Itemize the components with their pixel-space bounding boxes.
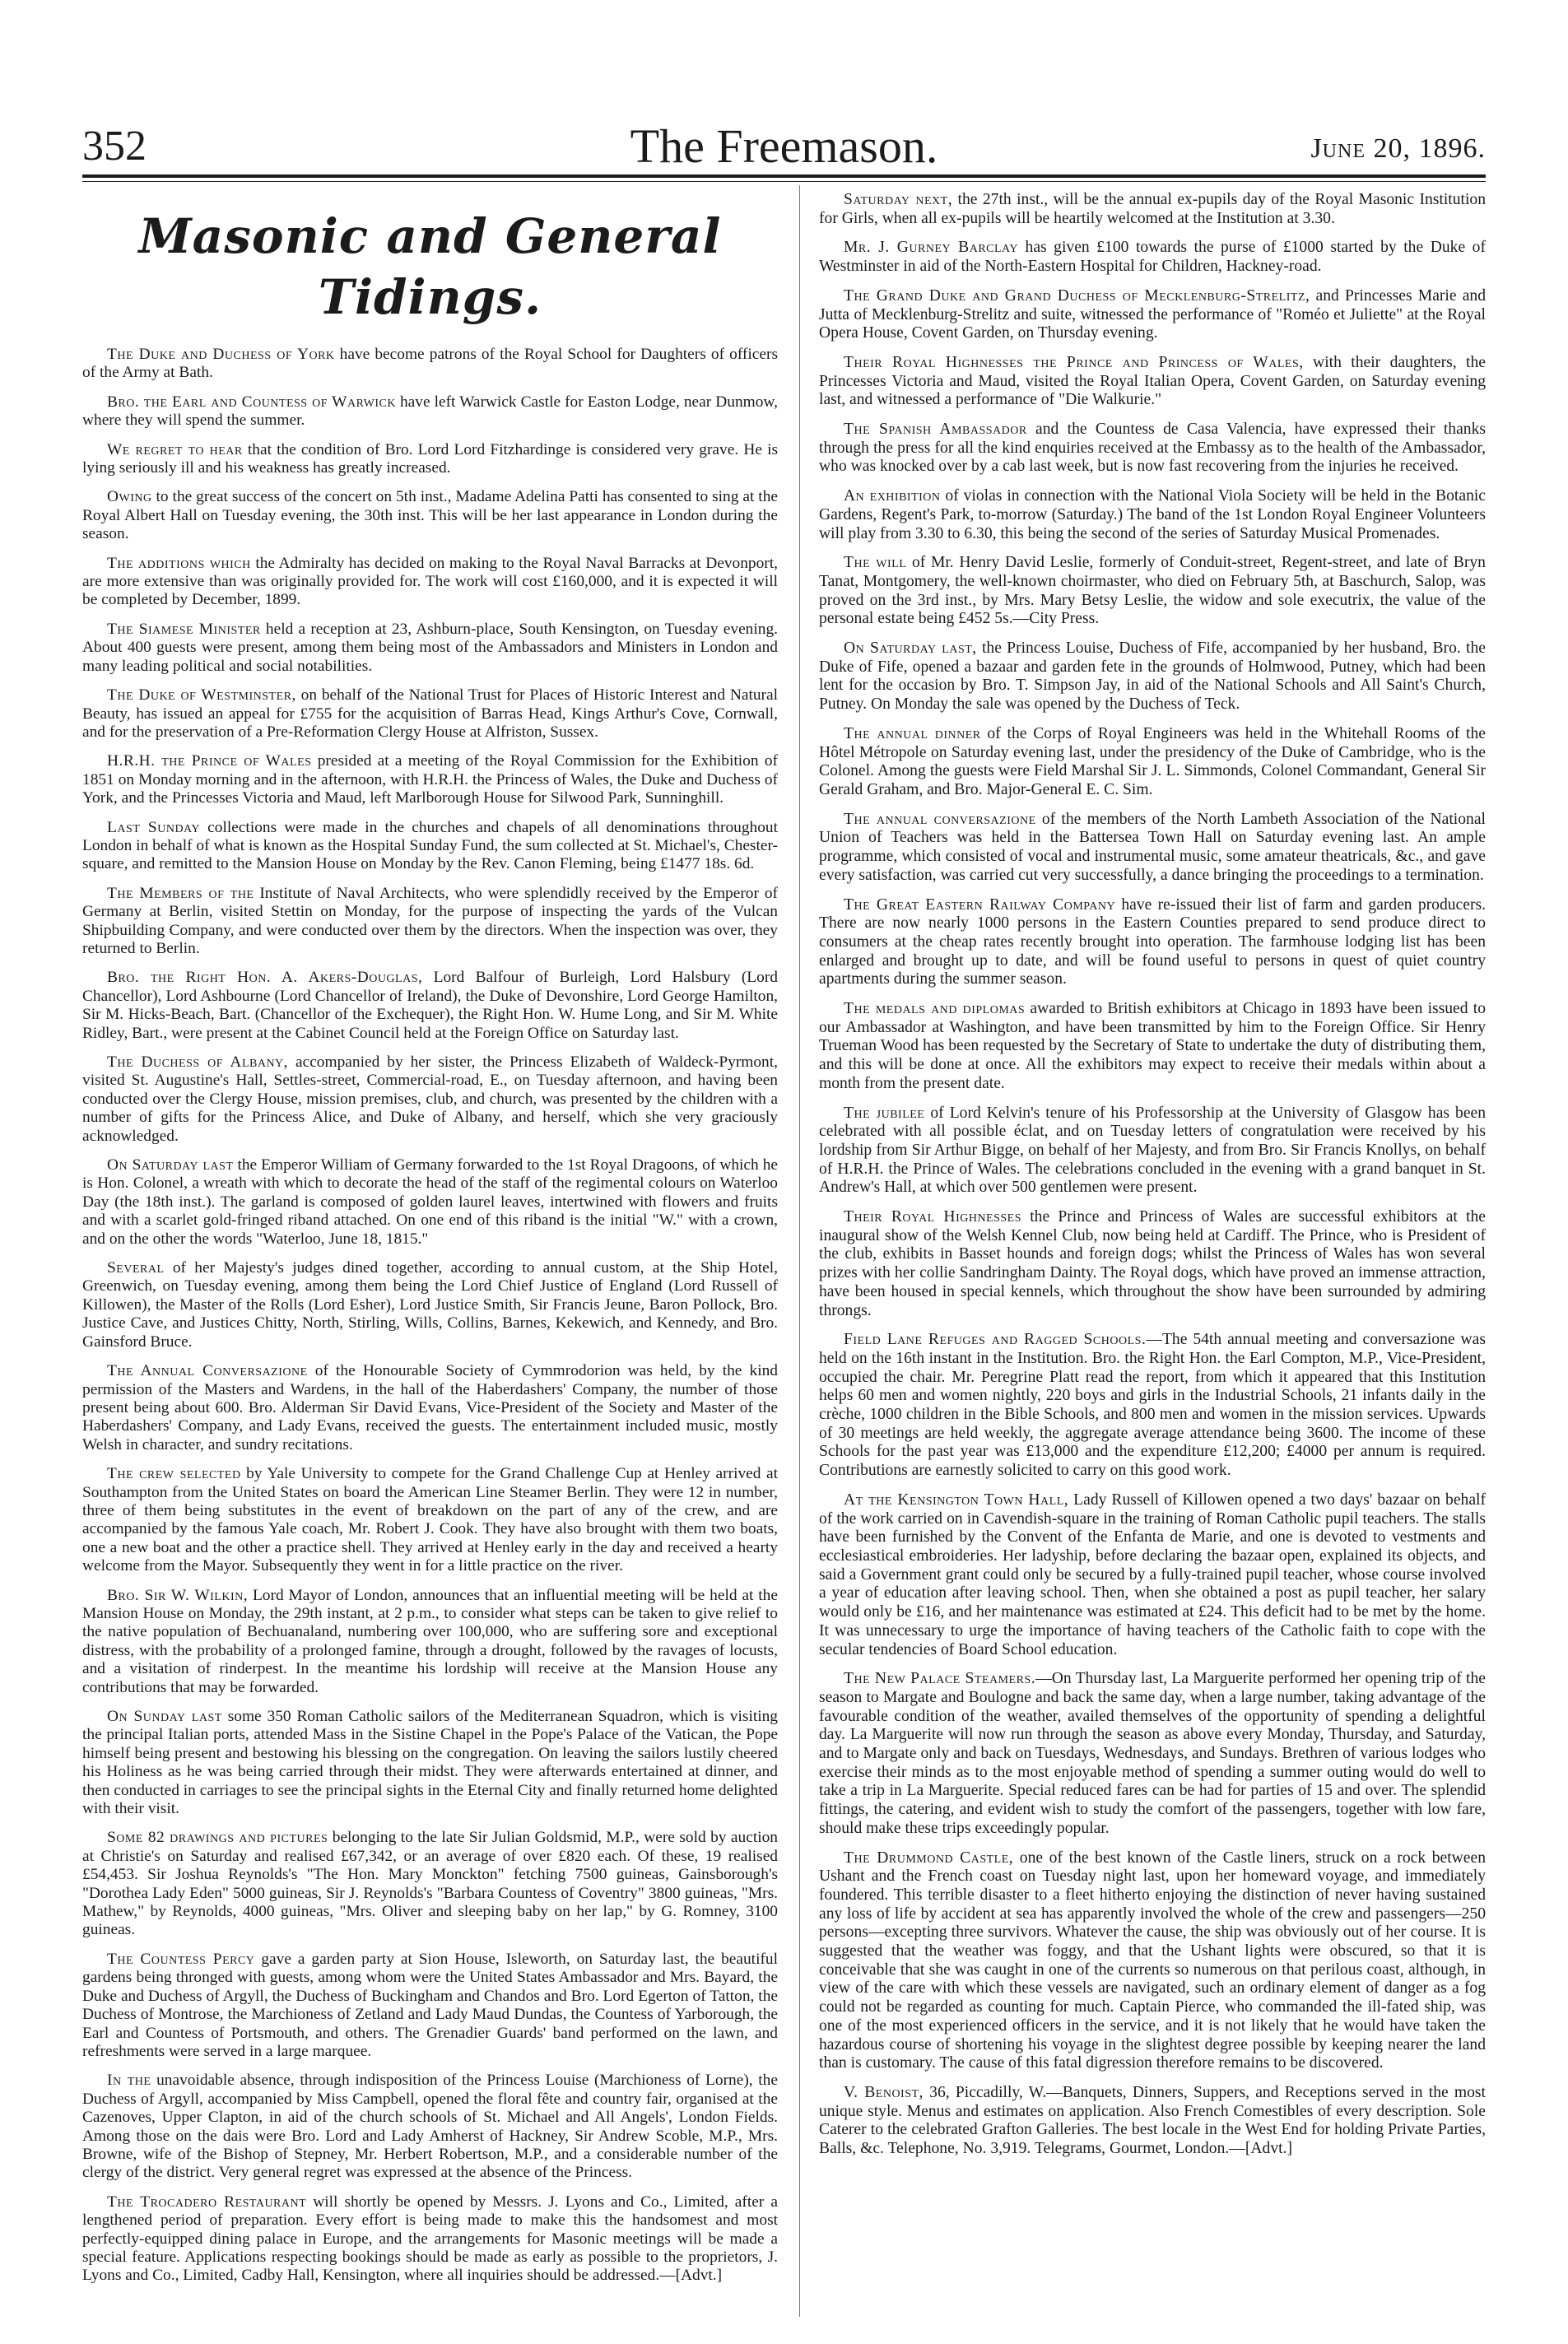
article-paragraph (82, 1053, 778, 1146)
paragraph-text: the Prince and Princess of Wales are successful exhibitors at the inaugural show of the Welsh Kennel Club, now being held at Cardiff. The Prince, who is President of the club, exhibits in Basset hounds and foreign dogs; whilst the Princess of Wales has won several prizes with her collie Sandringham Dainty. The Royal dogs, which have proved an immense attraction, have been housed in special kennels, which throughout the show have been surrounded by admiring throngs. (819, 1208, 1486, 1319)
article-paragraph (819, 239, 1486, 276)
paragraph-text: of violas in connection with the National Viola Society will be held in the Botanic Gardens, Regent's Park, to-morrow (Saturday.) The band of the 1st London Royal Engineer Volunteers will play from 3.30 to 6.30, this being the second of the series of Saturday Musical Promenades. (819, 487, 1487, 542)
paragraph-text: —The 54th annual meeting and conversazione was held on the 16th instant in the Institution. Bro. the Right Hon. the Earl Compton, M.P., Vice-President, occupied the chair. Mr. Peregrine Platt read the report, from which it appeared that this Institution helps 60 men and women nightly, 220 boys and girls in the Industrial Schools, 21 infants daily in the crèche, 1000 children in the Bible Schools, and 800 men and women in the mission services. Upwards of 30 meetings are held weekly, the aggregate average attendance being 3600. The income of these Schools for the past year was £13,000 and the expenditure £12,200; £4000 per annum is required. Contributions are earnestly solicited to carry on this good work. (819, 1331, 1486, 1480)
paragraph-lead: The Drummond Castle, (844, 1849, 1014, 1867)
paragraph-text: held a reception at 23, Ashburn-place, South Kensington, on Tuesday evening. About 400 guests were present, among them being most of the Ambassadors and Ministers in London and many leading political and social notabilities. (82, 620, 779, 675)
paragraph-lead: Bro. Sir W. Wilkin, (107, 1586, 249, 1604)
paragraph-text: with their daughters, the Princesses Victoria and Maud, visited the Royal Italian Opera, Covent Garden, on Saturday evening last, and witnessed a performance of "Die Walkurie." (819, 353, 1486, 409)
paragraph-text: presided at a meeting of the Royal Commission for the Exhibition of 1851 on Monday morning and in the afternoon, with H.R.H. the Princess of Wales, the Duke and Duchess of York, and the Princesses Victoria and Maud, left Marlborough House for Silwood Park, Sunninghill. (82, 752, 778, 807)
right-column (819, 191, 1486, 2170)
paragraph-lead: The Annual Conversazione (107, 1362, 308, 1380)
article-paragraph (82, 346, 778, 383)
paragraph-lead: The will (844, 554, 907, 572)
article-paragraph (819, 811, 1486, 886)
paragraph-text: Lord Mayor of London, announces that an influential meeting will be held at the Mansion House on Monday, the 29th instant, at 2 p.m., to consider what steps can be taken to give relief to the native population of Bechuanaland, numbering over 100,000, who are suffering sore and exceptional distress, with the probability of a prolonged famine, through a drought, followed by the ravages of locusts, and a visitation of rinderpest. In the meantime his lordship will receive at the Mansion House any contributions that may be forwarded. (82, 1586, 778, 1696)
article-paragraph (82, 2193, 778, 2286)
paragraph-text: have become patrons of the Royal School for Daughters of officers of the Army at Bath. (82, 346, 778, 382)
paragraph-text: some 350 Roman Catholic sailors of the Mediterranean Squadron, which is visiting the principal Italian ports, attended Mass in the Sistine Chapel in the Pope's Palace of the Vatican, the Pope himself being present and bestowing his blessing on the congregation. On leaving the sailors lustily cheered his Holiness as he was being carried through their midst. They were afterwards entertained at dinner, and then conducted in carriages to see the principal sights in the Eternal City and finally returned home delighted with their visit. (82, 1708, 778, 1818)
article-paragraph (82, 621, 778, 676)
paragraph-text: on behalf of the National Trust for Places of Historic Interest and Natural Beauty, has issued an appeal for £755 for the acquisition of Barras Head, Kings Arthur's Cove, Cornwall, and for the preservation of a Pre-Reformation Clergy House at Alfriston, Sussex. (82, 686, 779, 741)
article-paragraph (819, 1208, 1486, 1320)
paragraph-text: the Princess Louise, Duchess of Fife, accompanied by her husband, Bro. the Duke of Fife, opened a bazaar and garden fete in the grounds of Holmwood, Putney, which had been lent for the occasion by Bro. T. Simpson Jay, in aid of the National Schools and All Saint's Church, Putney. On Monday the sale was opened by the Duchess of Teck. (819, 639, 1486, 714)
paragraph-lead: The annual dinner (844, 724, 981, 742)
paragraph-lead: The Trocadero Restaurant (107, 2193, 307, 2211)
article-paragraph (819, 1105, 1486, 1198)
article-paragraph (819, 1670, 1486, 1838)
article-paragraph (82, 686, 778, 742)
paragraph-lead: The Siamese Minister (107, 620, 261, 638)
article-paragraph (82, 1829, 778, 1939)
paragraph-text: Lord Balfour of Burleigh, Lord Halsbury (Lord Chancellor), Lord Ashbourne (Lord Chancellor of Ireland), the Duke of Devonshire, Lord George Hamilton, Sir M. Hicks-Beach, Bart. (Chancellor of the Exchequer), the Right Hon. W. Hume Long, and Sir M. White Ridley, Bart., were present at the Cabinet Council held at the Foreign Office on Saturday last. (82, 969, 778, 1042)
article-paragraph (82, 752, 778, 807)
left-article-list (82, 346, 778, 2286)
paragraph-text: will shortly be opened by Messrs. J. Lyons and Co., Limited, after a lengthened period of preparation. Every effort is being made to make this the handsomest and most perfectly-equipped dining palace in Europe, and the arrangements for Masonic meetings will be made a special feature. Applications respecting bookings should be made as early as possible to the proprietors, J. Lyons and Co., Limited, Cadby Hall, Kensington, where all inquiries should be addressed.—[Advt.] (82, 2193, 778, 2285)
article-paragraph (819, 639, 1486, 714)
paragraph-lead: Owing (107, 488, 152, 506)
paragraph-lead: We regret to hear (107, 440, 243, 458)
paragraph-lead: The Members of the (107, 884, 254, 902)
paragraph-text: and Princesses Marie and Jutta of Mecklenburg-Strelitz and suite, witnessed the performance of "Roméo et Juliette" at the Royal Opera House, Covent Garden, on Thursday evening. (819, 286, 1486, 342)
article-paragraph (82, 393, 778, 430)
article-paragraph (82, 1951, 778, 2061)
paragraph-lead: The Duchess of Albany, (107, 1053, 289, 1071)
article-paragraph (82, 441, 778, 478)
paragraph-text: Lady Russell of Killowen opened a two days' bazaar on behalf of the work carried on in Cavendish-square in the training of Roman Catholic pupil teachers. The stalls have been furnished by the Convent of the Enfanta de Marie, and one is devoted to vestments and ecclesiastical embroideries. Her ladyship, before declaring the bazaar open, explained its objects, and said a Government grant could only be secured by a fully-trained pupil teacher, whose course involved a year of education after leaving school. Then, when she obtained a post as pupil teacher, her salary would only be £16, and her maintenance was estimated at £24. This deficit had to be met by the home. It was unnecessary to urge the importance of having teachers of the Catholic faith to cope with the secular tendencies of Board School education. (819, 1491, 1486, 1658)
paragraph-lead: The annual conversazione (844, 810, 1036, 828)
issue-date: June 20, 1896. (1310, 133, 1486, 164)
article-paragraph (819, 191, 1486, 228)
paragraph-lead: Last Sunday (107, 818, 200, 836)
article-paragraph (819, 354, 1486, 410)
paragraph-lead: In the (107, 2072, 151, 2090)
paragraph-text: Institute of Naval Architects, who were splendidly received by the Emperor of Germany at Berlin, visited Stettin on Monday, for the purpose of inspecting the yards of the Vulcan Shipbuilding Company, and were conducted over them by the directors. When the inspection was over, they returned to Berlin. (82, 884, 778, 957)
paragraph-lead: Some 82 drawings and pictures (107, 1829, 328, 1847)
paragraph-text: collections were made in the churches and chapels of all denominations throughout London in behalf of what is known as the Hospital Sunday Fund, the sum collected at St. Michael's, Chester-square, and remitted to the Mansion House on Monday by the Rev. Canon Fleming, being £1477 18s. 6d. (82, 818, 779, 873)
paragraph-lead: Saturday next, (844, 191, 953, 208)
paragraph-lead: The crew selected (107, 1465, 241, 1483)
article-paragraph (82, 819, 778, 874)
paragraph-lead: The New Palace Steamers. (844, 1670, 1036, 1688)
paragraph-lead: H.R.H. the Prince of Wales (107, 752, 312, 770)
article-paragraph (82, 969, 778, 1043)
article-paragraph (82, 1465, 778, 1575)
paragraph-text: gave a garden party at Sion House, Isleworth, on Saturday last, the beautiful gardens being thronged with guests, among whom were the United States Ambassador and Mrs. Bayard, the Duke and Duchess of Argyll, the Duchess of Buckingham and Chandos and Bro. Lord Egerton of Tatton, the Duchess of Montrose, the Marchioness of Zetland and Lady Maud Dundas, the Countess of Yarborough, the Earl and Countess of Portsmouth, and others. The Grenadier Guards' band performed on the lawn, and refreshments were served in a large marquee. (82, 1950, 778, 2060)
article-paragraph (819, 1849, 1486, 2073)
article-paragraph (819, 896, 1486, 990)
article-paragraph (82, 488, 778, 543)
paragraph-lead: On Sunday last (107, 1708, 222, 1725)
masthead (82, 119, 1486, 173)
paragraph-lead: Several (107, 1259, 165, 1277)
article-paragraph (819, 1000, 1486, 1094)
article-paragraph (819, 1491, 1486, 1659)
article-paragraph (82, 1259, 778, 1351)
paragraph-text: of the Honourable Society of Cymmrodorion was held, by the kind permission of the Masters and Wardens, in the hall of the Haberdashers' Company, the number of those present being about 600. Bro. Alderman Sir David Evans, Vice-President of the Society and Master of the Haberdashers' Company, and Lady Evans, received the guests. The entertainment included music, mostly Welsh in character, and sundry recitations. (82, 1362, 778, 1453)
paragraph-text: awarded to British exhibitors at Chicago in 1893 have been issued to our Ambassador at Washington, and have been transmitted by him to the Foreign Office. Sir Henry Trueman Wood has been requested by the Secretary of State to undertake the duty of distributing them, and this will be done at once. All the exhibitors may expect to receive their medals within about a month from the present date. (819, 1000, 1486, 1092)
article-paragraph (819, 421, 1486, 477)
article-paragraph (82, 1587, 778, 1697)
section-heading: Masonic and General Tidings. (138, 208, 722, 325)
article-paragraph (819, 725, 1486, 800)
paragraph-text: belonging to the late Sir Julian Goldsmid, M.P., were sold by auction at Christie's on Saturday and realised £67,342, or an average of over £820 each. Of these, 19 realised £54,453. Sir Joshua Reynolds's "The Hon. Mary Monckton" fetching 7500 guineas, Gainsborough's "Dorothea Lady Eden" 5000 guineas, Sir J. Reynolds's "Barbara Countess of Coventry" 3800 guineas, "Mrs. Mathew," by Reynolds, 4000 guineas, "Mrs. Oliver and sleeping baby on her lap," by G. Romney, 3100 guineas. (82, 1829, 779, 1939)
paragraph-text: have re-issued their list of farm and garden producers. There are now nearly 1000 persons in the Eastern Counties prepared to send produce direct to consumers at the cheap rates recently brought into operation. The farmhouse lodging list has been enlarged and brought up to date, and will be found useful to persons in quest of quiet country apartments during the summer season. (819, 895, 1486, 988)
paragraph-text: of her Majesty's judges dined together, according to annual custom, at the Ship Hotel, Greenwich, on Tuesday evening, among them being the Lord Chief Justice of England (Lord Russell of Killowen), the Master of the Rolls (Lord Esher), Lord Justice Smith, Sir Francis Jeune, Baron Pollock, Bro. Justice Cave, and Justices Chitty, North, Stirling, Wills, Collins, Barnes, Kekewich, and Kennedy, and Bro. Gainsford Bruce. (82, 1259, 778, 1351)
paragraph-lead: Bro. the Right Hon. A. Akers-Douglas, (107, 969, 423, 987)
paragraph-lead: V. Benoist, (844, 2083, 924, 2101)
paragraph-lead: Mr. J. Gurney Barclay (844, 239, 1018, 257)
paragraph-text: 36, Piccadilly, W.—Banquets, Dinners, Suppers, and Receptions served in the most unique style. Menus and estimates on application. Also French Comestibles of every description. Sole Caterer to the celebrated Grafton Galleries. The best locale in the West End for holding Private Parties, Balls, &c. Telephone, No. 3,919. Telegrams, Gourmet, London.—[Advt.] (819, 2083, 1486, 2158)
paragraph-lead: On Saturday last, (844, 639, 977, 658)
article-paragraph (82, 885, 778, 959)
article-paragraph (819, 487, 1486, 543)
paragraph-text: the Admiralty has decided on making to the Royal Naval Barracks at Devonport, are more extensive than was originally provided for. The work will cost £160,000, and it is expected it will be completed by December, 1899. (82, 554, 778, 609)
paragraph-lead: Their Royal Highnesses the Prince and Princess of Wales, (844, 353, 1304, 371)
paragraph-lead: On Saturday last (107, 1156, 234, 1174)
paragraph-lead: The medals and diplomas (844, 1000, 1026, 1018)
paragraph-lead: Field Lane Refuges and Ragged Schools. (844, 1331, 1147, 1349)
masthead-rule-thin (82, 181, 1486, 182)
article-paragraph (819, 1331, 1486, 1481)
article-paragraph (819, 554, 1486, 629)
column-divider (799, 185, 800, 2317)
paragraph-lead: The Grand Duke and Grand Duchess of Mecklenburg-Strelitz, (844, 286, 1310, 305)
right-article-list (819, 191, 1486, 2159)
paragraph-lead: The Spanish Ambassador (844, 421, 1027, 439)
article-paragraph (819, 2084, 1486, 2159)
article-paragraph (819, 287, 1486, 343)
paragraph-text: —On Thursday last, La Marguerite performed her opening trip of the season to Margate and Boulogne and back the same day, when a large number, taking advantage of the favourable condition of the weather, availed themselves of the opportunity of spending a delightful day. La Marguerite will now run through the season as above every Monday, Thursday, and Saturday, and to Margate only and back on Tuesdays, Wednesdays, and Sundays. Brethren of various lodges who exercise their minds as to the most enjoyable method of spending a summer outing would do well to take a trip in La Marguerite. Special reduced fares can be had for parties of 15 and over. The splendid fittings, the catering, and evident wish to study the comfort of the passengers, together with low fare, should make these trips exceedingly popular. (819, 1670, 1486, 1837)
paragraph-text: one of the best known of the Castle liners, struck on a rock between Ushant and the French coast on Tuesday night last, upon her homeward voyage, and immediately foundered. This terrible disaster to a fleet hitherto enjoying the distinction of never having sustained any loss of life by accident at sea has apparently involved the whole of the crew and passengers—250 persons—excepting three survivors. Whatever the cause, the ship was obviously out of her course. It is suggested that the weather was foggy, and that the Ushant lights were obscured, so that it is conceivable that she was caught in one of the currents so numerous on that perilous coast, although, in view of the care with which these vessels are navigated, such an ordinary element of danger as a fog could not be regarded as counting for much. Captain Pierce, who commanded the ill-fated ship, was one of the most experienced officers in the service, and it is not likely that he would have taken the hazardous course of shortening his voyage in the slightest degree possible by keeping nearer the land than is customary. The cause of this fatal digression therefore remains to be discovered. (819, 1849, 1486, 2072)
masthead-rule (82, 174, 1486, 178)
paragraph-text: have left Warwick Castle for Easton Lodge, near Dunmow, where they will spend the summer. (82, 393, 779, 430)
paragraph-text: the Emperor William of Germany forwarded to the 1st Royal Dragoons, of which he is Hon. Colonel, a wreath with which to decorate the head of the staff of the regimental colours on Waterloo Day (the 18th inst.). The garland is composed of golden laurel leaves, intertwined with flowers and fruits and with a scarlet gold-fringed riband attached. On one end of this riband is the initial "W." with a crown, and on the other the words "Waterloo, June 18, 1815." (82, 1156, 778, 1248)
paragraph-text: unavoidable absence, through indisposition of the Princess Louise (Marchioness of Lorne), the Duchess of Argyll, accompanied by Miss Campbell, opened the floral fête and country fair, organised at the Cazenoves, Upper Clapton, in aid of the church schools of St. Michael and All Angels', London Fields. Among those on the dais were Bro. Lord and Lady Amherst of Hackney, Sir Andrew Scoble, M.P., Mrs. Browne, wife of the Bishop of Stepney, Mr. Herbert Robertson, M.P., and a considerable number of the clergy of the district. Very general regret was expressed at the absence of the Princess. (82, 2072, 778, 2182)
paragraph-text: by Yale University to compete for the Grand Challenge Cup at Henley arrived at Southampton from the United States on board the American Line Steamer Berlin. They were 12 in number, three of them being substitutes in the event of breakdown on the part of any of the crew, and are accompanied by the famous Yale coach, Mr. Robert J. Cook. They have also brought with them two boats, one a new boat and the other a practice shell. They arrived at Henley early in the day and received a hearty welcome from the Mayor. Subsequently they went in for a little practice on the river. (82, 1465, 779, 1575)
paragraph-text: of the members of the North Lambeth Association of the National Union of Teachers was held in the Battersea Town Hall on Saturday evening last. An ample programme, which consisted of vocal and instrumental music, some amateur theatricals, &c., and gave every satisfaction, was carried cut very successfully, a dance bringing the proceedings to a termination. (819, 810, 1486, 884)
paragraph-lead: At the Kensington Town Hall, (844, 1491, 1069, 1509)
article-paragraph (82, 2072, 778, 2182)
paragraph-lead: Bro. the Earl and Countess of Warwick (107, 393, 396, 411)
article-paragraph (82, 1708, 778, 1818)
article-paragraph (82, 1362, 778, 1454)
paragraph-text: accompanied by her sister, the Princess Elizabeth of Waldeck-Pyrmont, visited St. Augustine's Hall, Settles-street, Commercial-road, E., on Tuesday afternoon, and having been conducted over the Clergy House, mission premises, club, and church, was presented by the children with a number of gifts for the Princess Alice, and Duke of Albany, and herself, which she very graciously acknowledged. (82, 1053, 778, 1145)
article-paragraph (82, 555, 778, 610)
article-paragraph (82, 1156, 778, 1249)
paragraph-text: and the Countess de Casa Valencia, have expressed their thanks through the press for all the kind enquiries received at the Embassy as to the health of the Ambassador, who was knocked over by a cab last week, but is now fast recovering from the injuries he received. (819, 421, 1486, 476)
paragraph-lead: Their Royal Highnesses (844, 1208, 1022, 1226)
paragraph-lead: The Duke of Westminster, (107, 686, 296, 705)
paragraph-lead: The jubilee (844, 1104, 925, 1122)
page-number: 352 (82, 123, 147, 170)
paragraph-text: of Lord Kelvin's tenure of his Professorship at the University of Glasgow has been celebrated with all possible éclat, and on Tuesday letters of congratulation were received by his lordship from Sir Arthur Bigge, on behalf of her Majesty, and from Bro. Sir Francis Knollys, on behalf of H.R.H. the Prince of Wales. The celebrations concluded in the evening with a grand banquet in St. Andrew's Hall, at which over 500 gentlemen were present. (819, 1104, 1487, 1197)
paragraph-text: of Mr. Henry David Leslie, formerly of Conduit-street, Regent-street, and late of Bryn Tanat, Montgomery, the well-known choirmaster, who died on February 5th, at Baschurch, Salop, was proved on the 3rd inst., by Mrs. Mary Betsy Leslie, the widow and sole executrix, the value of the personal estate being £452 5s.—City Press. (819, 554, 1486, 628)
paragraph-lead: The Duke and Duchess of York (107, 346, 335, 363)
paragraph-text: has given £100 towards the purse of £1000 started by the Duke of Westminster in aid of the North-Eastern Hospital for Children, Hackney-road. (819, 239, 1486, 276)
masthead-title: The Freemason. (630, 119, 938, 173)
paragraph-lead: The Countess Percy (107, 1950, 255, 1968)
paragraph-text: the 27th inst., will be the annual ex-pupils day of the Royal Masonic Institution for Girls, when all ex-pupils will be heartily welcomed at the Institution at 3.30. (819, 191, 1487, 227)
paragraph-lead: The additions which (107, 554, 251, 572)
paragraph-lead: The Great Eastern Railway Company (844, 895, 1116, 914)
left-column (82, 206, 778, 2296)
paragraph-text: that the condition of Bro. Lord Lord Fitzhardinge is considered very grave. He is lying seriously ill and his weakness has greatly increased. (82, 440, 778, 477)
paragraph-lead: An exhibition (844, 487, 941, 505)
paragraph-text: of the Corps of Royal Engineers was held in the Whitehall Rooms of the Hôtel Métropole on Saturday evening last, under the presidency of the Duke of Cambridge, who is the Colonel. Among the guests were Field Marshal Sir J. L. Simmonds, Colonel Commandant, General Sir Gerald Graham, and Bro. Major-General E. C. Sim. (819, 724, 1486, 798)
paragraph-text: to the great success of the concert on 5th inst., Madame Adelina Patti has consented to sing at the Royal Albert Hall on Tuesday evening, the 30th inst. This will be her last appearance in London during the season. (82, 488, 778, 543)
